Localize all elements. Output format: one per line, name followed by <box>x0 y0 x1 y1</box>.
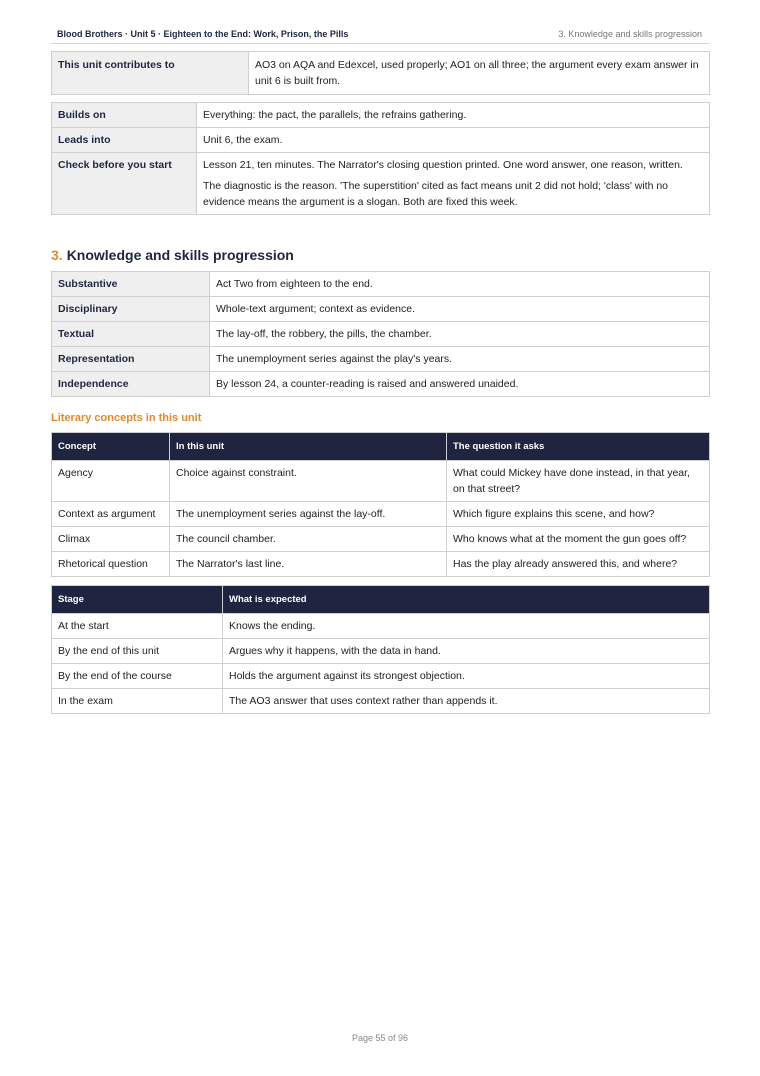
progression-value: Whole-text argument; context as evidence. <box>210 297 710 322</box>
table-row <box>52 527 710 552</box>
table-row <box>52 664 710 689</box>
overview-label: Leads into <box>52 128 197 153</box>
contributes-table <box>51 51 710 95</box>
concept-in-unit: Choice against constraint. <box>170 461 447 502</box>
stages-header-row <box>52 586 710 614</box>
progression-value: The lay-off, the robbery, the pills, the chamber. <box>210 322 710 347</box>
table-row <box>52 552 710 577</box>
overview-paragraph: Everything: the pact, the parallels, the refrains gathering. <box>203 109 467 121</box>
overview-value <box>197 128 710 153</box>
column-header: In this unit <box>170 433 447 461</box>
running-header-title: Blood Brothers · Unit 5 · Eighteen to the End: Work, Prison, the Pills <box>57 29 349 39</box>
progression-label: Textual <box>52 322 210 347</box>
concept-in-unit: The unemployment series against the lay-off. <box>170 502 447 527</box>
concept-question: Has the play already answered this, and where? <box>447 552 710 577</box>
stage-expectation: Holds the argument against its strongest objection. <box>223 664 710 689</box>
overview-label: Builds on <box>52 103 197 128</box>
overview-row-check-before-start <box>52 153 710 215</box>
progression-row <box>52 272 710 297</box>
running-header <box>51 29 710 43</box>
overview-paragraph: Unit 6, the exam. <box>203 134 283 146</box>
table-row <box>52 461 710 502</box>
overview-value <box>197 103 710 128</box>
progression-value: Act Two from eighteen to the end. <box>210 272 710 297</box>
progression-table <box>51 271 710 397</box>
column-header: The question it asks <box>447 433 710 461</box>
contributes-row <box>52 52 710 95</box>
concept-name: Rhetorical question <box>52 552 170 577</box>
overview-row-leads-into <box>52 128 710 153</box>
stage-expectation: Argues why it happens, with the data in hand. <box>223 639 710 664</box>
concept-name: Agency <box>52 461 170 502</box>
table-row <box>52 689 710 714</box>
concepts-table <box>51 432 710 577</box>
table-row <box>52 639 710 664</box>
stage-name: In the exam <box>52 689 223 714</box>
concepts-heading: Literary concepts in this unit <box>51 412 202 424</box>
progression-row <box>52 297 710 322</box>
progression-row <box>52 347 710 372</box>
concept-in-unit: The Narrator's last line. <box>170 552 447 577</box>
overview-row-builds-on <box>52 103 710 128</box>
overview-paragraph: Lesson 21, ten minutes. The Narrator's closing question printed. One word answer, one reason, written. <box>203 159 683 171</box>
column-header: Stage <box>52 586 223 614</box>
contributes-label: This unit contributes to <box>52 52 249 95</box>
concept-in-unit: The council chamber. <box>170 527 447 552</box>
progression-value: The unemployment series against the play's years. <box>210 347 710 372</box>
concept-name: Climax <box>52 527 170 552</box>
concept-question: What could Mickey have done instead, in that year, on that street? <box>447 461 710 502</box>
column-header: What is expected <box>223 586 710 614</box>
contributes-value: AO3 on AQA and Edexcel, used properly; AO1 on all three; the argument every exam answer in unit 6 is built from. <box>249 52 710 95</box>
page-number: Page 55 of 96 <box>351 1033 409 1043</box>
progression-row <box>52 372 710 397</box>
stage-expectation: Knows the ending. <box>223 614 710 639</box>
table-row <box>52 502 710 527</box>
table-row <box>52 614 710 639</box>
section-title: Knowledge and skills progression <box>66 247 294 263</box>
stages-table <box>51 585 710 714</box>
progression-label: Representation <box>52 347 210 372</box>
progression-label: Substantive <box>52 272 210 297</box>
concept-question: Who knows what at the moment the gun goes off? <box>447 527 710 552</box>
progression-row <box>52 322 710 347</box>
overview-paragraph: The diagnostic is the reason. 'The superstition' cited as fact means unit 2 did not hold; 'class' with no evidence means the argument is a slogan. Both are fixed this week. <box>203 180 669 208</box>
stage-name: By the end of the course <box>52 664 223 689</box>
section-heading <box>51 247 294 263</box>
stage-name: By the end of this unit <box>52 639 223 664</box>
column-header: Concept <box>52 433 170 461</box>
progression-value: By lesson 24, a counter-reading is raised and answered unaided. <box>210 372 710 397</box>
progression-label: Independence <box>52 372 210 397</box>
concept-question: Which figure explains this scene, and how? <box>447 502 710 527</box>
concepts-header-row <box>52 433 710 461</box>
concept-name: Context as argument <box>52 502 170 527</box>
progression-label: Disciplinary <box>52 297 210 322</box>
overview-label: Check before you start <box>52 153 197 215</box>
stage-name: At the start <box>52 614 223 639</box>
header-divider <box>51 43 710 44</box>
running-header-section: 3. Knowledge and skills progression <box>558 29 702 39</box>
unit-overview-table <box>51 102 710 215</box>
overview-value <box>197 153 710 215</box>
section-number: 3. <box>51 247 63 263</box>
stage-expectation: The AO3 answer that uses context rather than appends it. <box>223 689 710 714</box>
